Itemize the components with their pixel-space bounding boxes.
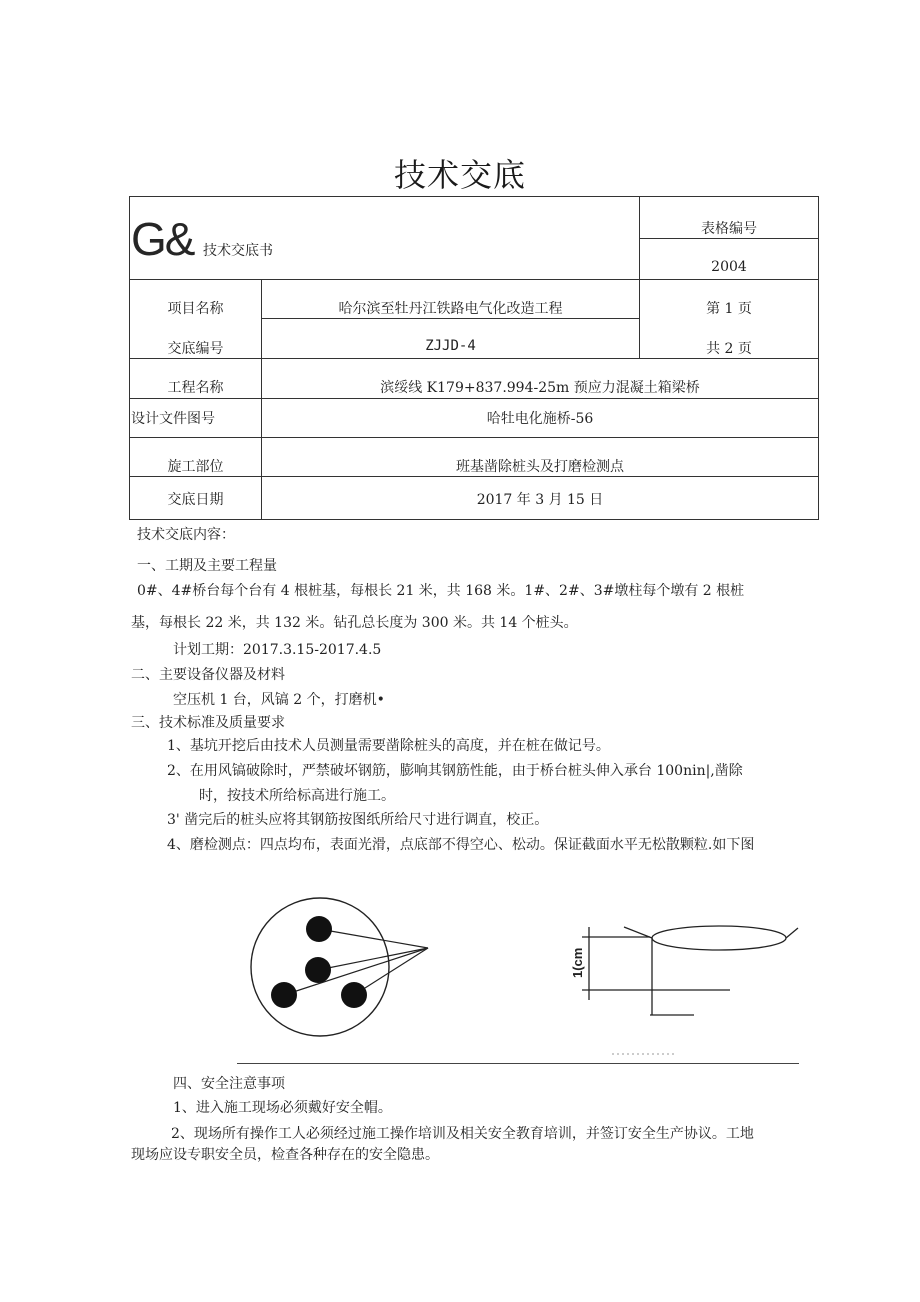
test-point-dot: [341, 982, 367, 1008]
section-4-item-2b: 现场应设专职安全员，检查各种存在的安全隐患。: [131, 1147, 439, 1163]
page-number: 第 1 页: [706, 301, 752, 317]
section-3-item-1: 1、基坑开挖后由技术人员测量需要凿除桩头的高度，并在桩在做记号。: [167, 738, 610, 754]
form-number-value: 2004: [711, 259, 747, 275]
section-4-item-1: 1、进入施工现场必须戴好安全帽。: [173, 1100, 392, 1116]
section-3-title: 三、技术标准及质量要求: [131, 715, 285, 731]
section-1-title: 一、工期及主要工程量: [137, 558, 277, 574]
engineering-name-value: 滨绥线 K179+837.994-25m 预应力混凝土箱梁桥: [380, 380, 700, 396]
section-2-line: 空压机 1 台，风镐 2 个，打磨机•: [173, 692, 385, 708]
dimension-label: 1(cm: [570, 947, 585, 978]
section-2-title: 二、主要设备仪器及材料: [131, 667, 285, 683]
disclosure-date-label: 交底日期: [167, 492, 224, 508]
top-extension-line: [786, 928, 798, 938]
section-3-item-3: 3' 凿完后的桩头应将其钢筋按图纸所给尺寸进行调直，校正。: [167, 812, 549, 828]
construction-part-label: 旋工部位: [167, 459, 224, 475]
disclosure-no-value: ZJJD-4: [425, 338, 476, 354]
page-title: 技术交底: [393, 156, 526, 194]
doc-type-label: 技术交底书: [203, 243, 273, 259]
content-heading: 技术交底内容：: [137, 527, 235, 543]
section-4-item-2a: 2、现场所有操作工人必须经过施工操作培训及相关安全教育培训，并签订安全生产协议。工地: [171, 1126, 754, 1142]
disclosure-no-label: 交底编号: [167, 341, 224, 357]
project-name-label: 项目名称: [167, 301, 224, 317]
test-point-dot: [271, 982, 297, 1008]
section-3-item-4: 4、磨检测点：四点均布，表面光滑，点底部不得空心、松动。保证截面水平无松散颗粒.如下图: [167, 837, 755, 853]
design-drawing-value: 哈牡电化施桥-56: [486, 411, 594, 427]
section-4-title: 四、安全注意事项: [173, 1076, 285, 1092]
pile-head-diagram: [240, 893, 440, 1043]
test-point-dot: [305, 957, 331, 983]
disclosure-date-value: 2017 年 3 月 15 日: [476, 492, 604, 508]
cylinder-dimension-diagram: [570, 882, 810, 1062]
test-point-dot: [306, 916, 332, 942]
engineering-name-label: 工程名称: [167, 380, 224, 396]
cylinder-top-ellipse: [652, 926, 786, 950]
construction-part-value: 班基凿除桩头及打磨检测点: [456, 459, 624, 475]
section-1-line-1: 0#、4#桥台每个台有 4 根桩基，每根长 21 米，共 168 米。1#、2#、3#墩柱每个墩有 2 根桩: [137, 583, 745, 599]
section-3-item-2a: 2、在用风镐破除时，严禁破坏钢筋，膨响其钢筋性能，由于桥台桩头伸入承台 100nin|,凿除: [167, 763, 743, 779]
top-extension-line: [624, 927, 652, 938]
section-1-plan: 计划工期：2017.3.15-2017.4.5: [173, 642, 382, 658]
section-3-item-2b: 时，按技术所给标高进行施工。: [199, 788, 395, 804]
leader-line: [319, 929, 428, 948]
page-total: 共 2 页: [706, 341, 752, 357]
section-divider: [237, 1063, 799, 1064]
section-1-line-2: 基，每根长 22 米，共 132 米。钻孔总长度为 300 米。共 14 个桩头。: [131, 615, 578, 631]
form-number-label: 表格编号: [701, 221, 757, 237]
company-logo: G&: [131, 213, 194, 265]
design-drawing-label: 设计文件图号: [131, 411, 215, 427]
project-name-value: 哈尔滨至牡丹江铁路电气化改造工程: [338, 301, 563, 317]
